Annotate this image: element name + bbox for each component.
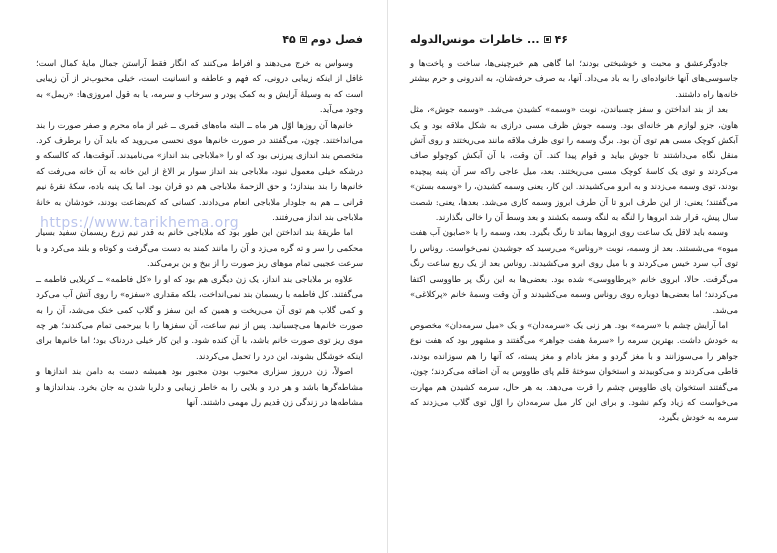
left-page-header [36,33,363,46]
paragraph: جادوگرعشق و محبت و خوشبختی بودند؛ اما گاهی هم خبرچینی‌ها، ساخت و پاخت‌ها و جاسوسی‌های آنها خانواده‌ای را به باد می‌داد. آنها، به صرف حرفه‌شان، به اندرونی و حرم بیشتر خانه‌ها راه داشتند. [410,58,738,99]
right-page-header [410,33,738,46]
right-running-title: خاطرات مونس‌الدوله ... [410,33,540,46]
paragraph: اما طریقهٔ بند انداختن این طور بود که ملاباجی خانم به قدر نیم زرع ریسمان سفید بسیار محکمی را سر و ته گره می‌زد و آن را مانند کمند به دست می‌گرفت و کوتاه و بلند می‌کرد و با سرعت عجیبی تمام موهای ریز صورت را از بیخ و بن برمی‌کند. [36,227,363,269]
paragraph: علاوه بر ملاباجی بند انداز، یک زن دیگری هم بود که او را «کل فاطمه» ــ کربلایی فاطمه ــ می‌گفتند. کل فاطمه با ریسمان بند نمی‌انداخت، بلکه مقداری «سفزه» را روی آتش آب می‌کرد و کمی گلاب هم توی آن می‌ریخت و همین که این سفز و گلاب کمی خنک می‌شد، آن را به صورت خانم‌ها می‌چسبانید. پس از نیم ساعت، آن سفزها را با بیرحمی تمام می‌کندند؛ هر چه موی ریز توی صورت خانم باشد، با آن کنده شود. و این کار خیلی دردناک بود؛ اما خانم‌ها برای اینکه خوشگل بشوند، این درد را تحمل می‌کردند. [36,273,363,361]
paragraph: بعد از بند انداختن و سفز چسباندن، نوبت «وسمه» کشیدن می‌شد. «وسمه جوش»، مثل هاون، جزو لوازم هر خانه‌ای بود. وسمه جوش ظرف مسی درازی به شکل ملاقه بود و یک آبکش کوچک مسی هم توی آن بود. برگ وسمه را توی ظرف ملاقه مانند می‌ریختند و روی آتش منقل نگاه می‌داشتند تا جوش بیاید و قوام پیدا کند. آن وقت، با آن آبکش کوچولو صاف می‌کردند و توی یک کاسهٔ کوچک مسی می‌ریختند. بعد، میل عاجی راکه سر آن پنبه پیچیده بودند، توی وسمه می‌زدند و به ابرو می‌کشیدند. این کار، یعنی وسمه کشیدن، را «وسمه بستن» می‌گفتند؛ یعنی: از این طرف ابرو تا آن طرف ابروز وسمه کاری می‌شد. بعدها، یعنی: شصت سال پیش، قرار شد ابروها را لنگه به لنگه وسمه بکشند و بعد وسط آن را خالی بگذارند. [410,104,738,223]
left-page [0,0,388,553]
left-page-number: ۴۵ [282,33,296,46]
right-page-body [410,56,738,426]
watermark: https://www.tarikhema.org [40,215,240,231]
right-page-number: ۴۶ [554,33,569,46]
ornament-icon [300,36,307,43]
left-page-body [36,56,363,410]
paragraph: وسواس به خرج می‌دهند و افراط می‌کنند که انگار فقط آراستن جمال مایهٔ کمال است؛ غافل از اینکه زیبایی درونی، که فهم و عاطفه و انسانیت است، خیلی محبوب‌تر از آن زیبایی است که به وسیلهٔ آرایش و به کمک پودر و سرخاب و سرمه، یا به قول امروزی‌ها: «ریمل» به وجود می‌آید. [36,58,363,115]
left-header-group [282,33,363,46]
paragraph: اصولاً، زن درروز سزاری محبوب بودن مجبور بود همیشه دست به دامن بند اندازها و مشاطه‌گرها باشد و هر درد و بلایی را به خاطر زیبایی و دلربا شدن به جان بخرد. بندانداز‌ها و مشاطه‌ها در زندگی زن قدیم رل مهمی داشتند. آنها [36,366,363,407]
paragraph: اما آرایش چشم با «سرمه» بود. هر زنی یک «سرمه‌دان» و یک «میل سرمه‌دان» مخصوص به خودش داشت. بهترین سرمه را «سرمهٔ هفت جواهر» می‌گفتند و مشهور بود که هفت نوع جواهر را می‌سوزانند و با مغز گردو و مغز بادام و مغز پسته، که آنها را هم سوزانده بودند، قاطی می‌کردند و می‌کوبیدند و استخوان سوختهٔ قلم پای طاووس به آن اضافه می‌کردند؛ چون، می‌گفتند استخوان پای طاووس چشم را قرت می‌دهد. به هر حال، سرمه کشیدن هم مهارت می‌خواست که زیاد وکم نشود. و برای این کار میل سرمه‌دان را اوّل توی گلاب می‌زدند که سرمه به خودش بگیرد، [410,319,738,423]
paragraph: خانم‌ها آن روزها اوّل هر ماه ــ البته ماه‌های قمری ــ غیر از ماه محرم و صفر صورت را بند می‌انداختند. چون، می‌گفتند در صورت خانم‌ها موی نحسی می‌روید که باید آن را برطرف کرد. متخصص بند اندازی پیرزنی بود که او را «ملاباجی بند انداز» می‌نامیدند. آنوقت‌ها، که کالسکه و درشکه خیلی معمول نبود، ملاباجی بند انداز سوار بر الاغ از این خانه به آن خانه می‌رفت که خانم‌ها را بند بیندازد؛ و حق الزحمهٔ ملاباجی هم دو قران بود. اما یک پنبه باده، سکهٔ نقرهٔ نیم قرانی ــ هم به جلودار ملاباجی انعام می‌دادند. کسانی که کم‌بضاعت بودند، خودشان به خانهٔ ملاباجی بند انداز می‌رفتند. [36,119,363,223]
ornament-icon [544,36,551,43]
left-chapter-title: فصل دوم [310,33,363,46]
right-header-group [410,33,568,46]
right-page [388,0,776,553]
paragraph: وسمه باید لاقل یک ساعت روی ابروها بماند تا رنگ بگیرد. بعد، وسمه را با «صابون آب هفت میوه» می‌شستند. بعد از وسمه، نوبت «روناس» می‌رسید که جوشیدن نمی‌خواست. روناس را توی آب سرد خیس می‌کردند و با میل روی ابرو می‌کشیدند. روناس بعد از یک ربع ساعت رنگ می‌گرفت. حالا، ابروی خانم «پرطاووسی» شده بود. بعضی‌ها به این رنگ پر طاووسی اکتفا می‌کردند؛ اما بعضی‌ها دوباره روی روناس وسمه می‌کشیدند و آن وقت وسمهٔ خانم «پرکلاغی» می‌شد. [410,227,738,315]
